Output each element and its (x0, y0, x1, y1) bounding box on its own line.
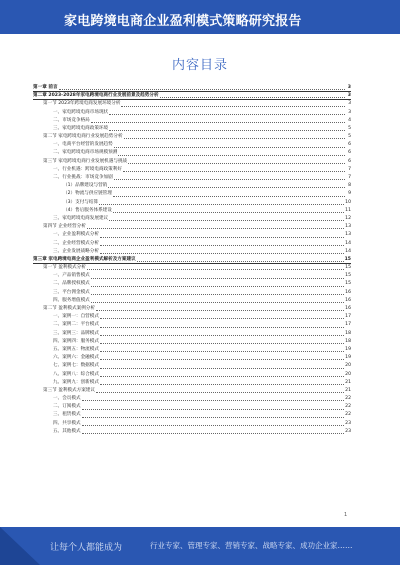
toc-entry-label: 三、家电跨境电商政策环境 (53, 125, 109, 131)
toc-entry-page: 16 (345, 289, 351, 295)
toc-leader-dots (118, 155, 345, 156)
toc-entry-label: 三、案例三：品牌模式 (53, 330, 99, 336)
toc-entry-page: 8 (348, 183, 351, 189)
toc-entry-page: 3 (347, 93, 351, 99)
toc-entry-label: 二、案例二：平台模式 (53, 322, 99, 328)
toc-entry-row[interactable] (33, 248, 351, 256)
toc-entry-page: 12 (345, 215, 351, 221)
toc-leader-dots (113, 196, 345, 197)
toc-entry-page: 20 (345, 371, 351, 377)
toc-entry-page: 19 (345, 346, 351, 352)
footer-slogan-roles: 行业专家、管理专家、营销专家、战略专家、成功企业家…… (150, 541, 353, 550)
toc-entry-row[interactable] (33, 158, 351, 166)
toc-leader-dots (91, 294, 344, 295)
toc-leader-dots (109, 130, 345, 131)
toc-entry-label: 二、企业经营模式分析 (53, 240, 99, 246)
toc-entry-label: （1）品牌建设与营销 (63, 183, 108, 189)
toc-entry-page: 14 (345, 240, 351, 246)
toc-entry-page: 15 (344, 256, 351, 262)
toc-entry-page: 23 (345, 428, 351, 434)
toc-leader-dots (100, 253, 344, 254)
page-number: 1 (344, 512, 348, 518)
toc-entry-row[interactable] (33, 125, 351, 133)
toc-chapter-row[interactable] (33, 84, 351, 92)
toc-leader-dots (100, 359, 344, 360)
toc-entry-label: 四、共享模式 (53, 420, 81, 426)
toc-entry-row[interactable] (33, 395, 351, 403)
toc-leader-dots (128, 163, 345, 164)
toc-entry-page: 10 (345, 199, 351, 205)
toc-entry-page: 22 (345, 412, 351, 418)
toc-leader-dots (100, 368, 344, 369)
toc-entry-label: 二、市场竞争格局 (53, 117, 90, 123)
toc-entry-page: 3 (348, 109, 351, 115)
toc-entry-label: 二、订阅模式 (53, 404, 81, 410)
toc-leader-dots (100, 376, 344, 377)
toc-leader-dots (100, 245, 344, 246)
toc-entry-page: 17 (345, 322, 351, 328)
toc-leader-dots (82, 409, 345, 410)
toc-entry-row[interactable] (33, 428, 351, 436)
toc-entry-row[interactable] (33, 199, 351, 207)
toc-entry-row[interactable] (33, 420, 351, 428)
page-footer (0, 527, 400, 565)
report-title: 家电跨境电商企业盈利模式策略研究报告 (64, 14, 302, 29)
toc-entry-label: 第三节 家电跨境电商行业发展机遇与挑战 (43, 158, 128, 164)
toc-entry-label: 第二节 盈利模式案例分析 (43, 306, 95, 312)
footer-decoration (0, 527, 40, 565)
toc-entry-label: 第二章 2023-2028年家电跨境电商行业发展前景及趋势分析 (33, 93, 159, 99)
toc-leader-dots (87, 228, 344, 229)
toc-entry-page: 22 (345, 396, 351, 402)
toc-entry-label: 四、服务增值模式 (53, 297, 90, 303)
toc-entry-row[interactable] (33, 182, 351, 190)
page-header (0, 0, 400, 34)
toc-entry-row[interactable] (33, 240, 351, 248)
toc-entry-page: 9 (348, 191, 351, 197)
toc-entry-label: 第一章 前言 (33, 84, 58, 90)
toc-entry-page: 21 (345, 387, 351, 393)
toc-entry-row[interactable] (33, 281, 351, 289)
toc-entry-label: 八、案例八：综合模式 (53, 371, 99, 377)
toc-entry-label: 第三节 盈利模式方案建议 (43, 387, 95, 393)
toc-entry-page: 6 (348, 158, 351, 164)
toc-entry-label: 三、家电跨境电商发展建议 (53, 215, 109, 221)
toc-entry-row[interactable] (33, 289, 351, 297)
toc-entry-page: 6 (348, 142, 351, 148)
toc-entry-row[interactable] (33, 133, 351, 141)
toc-entry-page: 5 (348, 134, 351, 140)
toc-entry-page: 3 (348, 101, 351, 107)
toc-leader-dots (100, 351, 344, 352)
toc-entry-label: 一、电商平台经营的发展趋势 (53, 142, 113, 148)
toc-entry-page: 18 (345, 338, 351, 344)
toc-entry-page: 15 (345, 281, 351, 287)
toc-entry-row[interactable] (33, 174, 351, 182)
toc-leader-dots (96, 310, 344, 311)
toc-entry-row[interactable] (33, 207, 351, 215)
toc-leader-dots (137, 261, 344, 262)
toc-entry-row[interactable] (33, 272, 351, 280)
toc-entry-label: 第四节 企业经营分析 (43, 224, 86, 230)
toc-entry-label: 第一节 盈利模式分析 (43, 265, 86, 271)
toc-leader-dots (100, 335, 344, 336)
toc-entry-row[interactable] (33, 379, 351, 387)
toc-leader-dots (100, 343, 344, 344)
toc-leader-dots (87, 269, 344, 270)
toc-entry-row[interactable] (33, 305, 351, 313)
toc-entry-label: 一、产品销售模式 (53, 273, 90, 279)
toc-entry-row[interactable] (33, 150, 351, 158)
toc-leader-dots (91, 286, 344, 287)
toc-entry-page: 3 (347, 84, 351, 90)
toc-entry-row[interactable] (33, 371, 351, 379)
toc-leader-dots (100, 237, 344, 238)
toc-entry-label: 六、案例六：金融模式 (53, 355, 99, 361)
toc-leader-dots (123, 171, 345, 172)
toc-entry-label: （2）物流与供应链管理 (63, 191, 112, 197)
toc-leader-dots (96, 392, 344, 393)
table-of-contents (33, 84, 351, 436)
toc-entry-row[interactable] (33, 354, 351, 362)
toc-chapter-row[interactable] (33, 256, 351, 264)
footer-slogan-lead: 让每个人都能成为 (50, 543, 123, 553)
toc-leader-dots (59, 89, 345, 90)
toc-entry-page: 7 (348, 166, 351, 172)
toc-leader-dots (114, 179, 345, 180)
toc-entry-label: 二、行业挑战：市场竞争加剧 (53, 175, 113, 181)
toc-entry-row[interactable] (33, 215, 351, 223)
toc-entry-label: （4）售后服务体系建设 (63, 207, 112, 213)
toc-leader-dots (100, 327, 344, 328)
toc-entry-label: 二、家电跨境电商市场规模预测 (53, 150, 118, 156)
toc-leader-dots (100, 318, 344, 319)
toc-entry-row[interactable] (33, 231, 351, 239)
toc-entry-label: 一、家电跨境电商市场现状 (53, 109, 109, 115)
toc-entry-page: 5 (348, 125, 351, 131)
toc-entry-label: 三、租赁模式 (53, 412, 81, 418)
toc-entry-row[interactable] (33, 190, 351, 198)
toc-entry-label: 七、案例七：数据模式 (53, 363, 99, 369)
toc-entry-page: 15 (345, 265, 351, 271)
toc-entry-label: 四、案例四：服务模式 (53, 338, 99, 344)
toc-leader-dots (91, 278, 344, 279)
toc-entry-page: 16 (345, 297, 351, 303)
toc-entry-label: 第三章 家电跨境电商企业盈利模式解析及方案建议 (33, 256, 136, 262)
toc-entry-page: 17 (345, 314, 351, 320)
toc-entry-page: 4 (348, 117, 351, 123)
toc-entry-page: 11 (345, 207, 351, 213)
toc-leader-dots (109, 220, 344, 221)
toc-entry-page: 15 (345, 273, 351, 279)
toc-entry-label: 第一节 2023年跨境电商发展环境分析 (43, 101, 121, 107)
toc-entry-label: 第二节 家电跨境电商行业发展趋势分析 (43, 134, 123, 140)
toc-entry-page: 6 (348, 150, 351, 156)
toc-entry-label: 九、案例九：创新模式 (53, 379, 99, 385)
toc-entry-row[interactable] (33, 412, 351, 420)
toc-leader-dots (114, 147, 345, 148)
toc-heading: 内容目录 (171, 58, 228, 73)
toc-leader-dots (108, 187, 345, 188)
toc-entry-page: 23 (345, 420, 351, 426)
toc-entry-page: 13 (345, 224, 351, 230)
toc-entry-row[interactable] (33, 264, 351, 272)
toc-entry-row[interactable] (33, 100, 351, 108)
toc-entry-label: 三、平台佣金模式 (53, 289, 90, 295)
toc-entry-label: 一、行业机遇：跨境电商政策利好 (53, 166, 122, 172)
toc-entry-row[interactable] (33, 346, 351, 354)
toc-entry-page: 14 (345, 248, 351, 254)
toc-entry-row[interactable] (33, 387, 351, 395)
toc-entry-label: （3）支付与结算 (63, 199, 99, 205)
toc-entry-row[interactable] (33, 330, 351, 338)
toc-entry-row[interactable] (33, 403, 351, 411)
toc-entry-label: 一、企业盈利模式分析 (53, 232, 99, 238)
toc-leader-dots (99, 204, 344, 205)
toc-entry-page: 20 (345, 363, 351, 369)
toc-entry-row[interactable] (33, 297, 351, 305)
toc-leader-dots (82, 417, 345, 418)
toc-entry-row[interactable] (33, 313, 351, 321)
toc-entry-page: 16 (345, 306, 351, 312)
toc-entry-page: 21 (345, 379, 351, 385)
toc-leader-dots (100, 384, 344, 385)
toc-entry-page: 13 (345, 232, 351, 238)
toc-entry-page: 19 (345, 355, 351, 361)
toc-entry-label: 一、会员模式 (53, 396, 81, 402)
toc-entry-row[interactable] (33, 117, 351, 125)
toc-entry-page: 7 (348, 175, 351, 181)
toc-leader-dots (82, 433, 345, 434)
toc-entry-row[interactable] (33, 166, 351, 174)
toc-leader-dots (109, 114, 345, 115)
toc-entry-row[interactable] (33, 141, 351, 149)
toc-leader-dots (82, 400, 345, 401)
toc-entry-label: 三、企业发展战略分析 (53, 248, 99, 254)
toc-entry-label: 五、其他模式 (53, 428, 81, 434)
toc-entry-row[interactable] (33, 362, 351, 370)
toc-leader-dots (91, 122, 345, 123)
toc-entry-row[interactable] (33, 109, 351, 117)
toc-leader-dots (124, 138, 345, 139)
toc-leader-dots (82, 425, 345, 426)
toc-entry-row[interactable] (33, 223, 351, 231)
toc-leader-dots (160, 97, 345, 98)
toc-entry-page: 22 (345, 404, 351, 410)
toc-leader-dots (91, 302, 344, 303)
toc-entry-label: 五、案例五：物流模式 (53, 346, 99, 352)
toc-leader-dots (113, 212, 344, 213)
toc-leader-dots (121, 106, 345, 107)
toc-chapter-row[interactable] (33, 92, 351, 100)
toc-entry-page: 18 (345, 330, 351, 336)
toc-entry-label: 一、案例一：自营模式 (53, 314, 99, 320)
toc-entry-row[interactable] (33, 338, 351, 346)
toc-entry-row[interactable] (33, 321, 351, 329)
toc-entry-label: 二、品牌授权模式 (53, 281, 90, 287)
